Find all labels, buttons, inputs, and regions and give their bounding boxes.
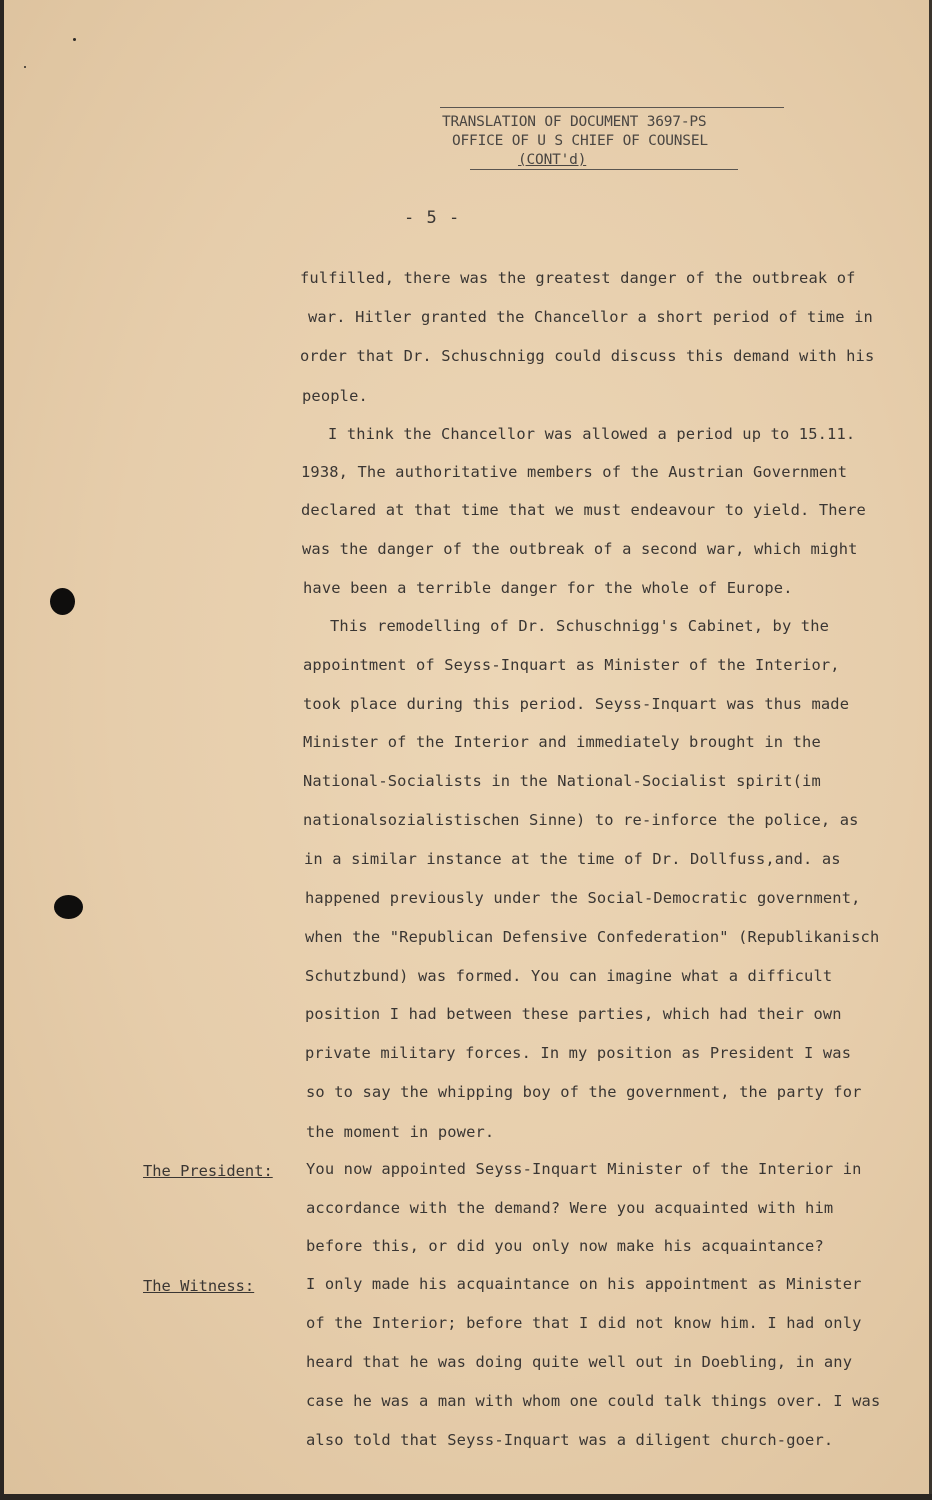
text-line: accordance with the demand? Were you acquainted with him <box>306 1199 834 1217</box>
text-line: so to say the whipping boy of the government, the party for <box>306 1083 862 1101</box>
text-line: order that Dr. Schuschnigg could discuss this demand with his <box>300 347 875 365</box>
text-line: have been a terrible danger for the whole of Europe. <box>303 579 793 597</box>
text-line: private military forces. In my position as President I was <box>305 1044 852 1062</box>
text-line: of the Interior; before that I did not know him. I had only <box>306 1314 862 1332</box>
text-line: fulfilled, there was the greatest danger of the outbreak of <box>300 269 856 287</box>
text-line: heard that he was doing quite well out in Doebling, in any <box>306 1353 853 1371</box>
text-line: position I had between these parties, which had their own <box>305 1005 842 1023</box>
page-number: - 5 - <box>404 208 461 228</box>
text-line: I only made his acquaintance on his appointment as Minister <box>306 1275 862 1293</box>
text-line: nationalsozialistischen Sinne) to re-inforce the police, as <box>303 811 859 829</box>
header-office: OFFICE OF U S CHIEF OF COUNSEL <box>452 133 708 149</box>
text-line: declared at that time that we must endeavour to yield. There <box>301 501 866 519</box>
header-rule-top <box>440 107 784 108</box>
text-line: I think the Chancellor was allowed a period up to 15.11. <box>328 425 856 443</box>
text-line: people. <box>302 387 368 405</box>
text-line: appointment of Seyss-Inquart as Minister of the Interior, <box>303 656 840 674</box>
punch-hole-upper <box>50 588 75 615</box>
text-line: 1938, The authoritative members of the Austrian Government <box>301 463 848 481</box>
speaker-label-president: The President: <box>143 1162 273 1180</box>
header-rule-bottom <box>470 169 738 170</box>
text-line: was the danger of the outbreak of a second war, which might <box>302 540 858 558</box>
header-title: TRANSLATION OF DOCUMENT 3697-PS <box>442 114 707 130</box>
text-line: in a similar instance at the time of Dr. Dollfuss,and. as <box>304 850 841 868</box>
text-line: when the "Republican Defensive Confederation" (Republikanisch <box>305 928 880 946</box>
text-line: case he was a man with whom one could talk things over. I was <box>306 1392 881 1410</box>
text-line: happened previously under the Social-Democratic government, <box>305 889 861 907</box>
text-line: This remodelling of Dr. Schuschnigg's Cabinet, by the <box>330 617 830 635</box>
text-line: National-Socialists in the National-Socialist spirit(im <box>303 772 821 790</box>
text-line: took place during this period. Seyss-Inquart was thus made <box>303 695 850 713</box>
header-continued: (CONT'd) <box>518 152 587 168</box>
text-line: Schutzbund) was formed. You can imagine what a difficult <box>305 967 833 985</box>
text-line: also told that Seyss-Inquart was a diligent church-goer. <box>306 1431 834 1449</box>
page-edge-left <box>0 0 4 1500</box>
text-line: the moment in power. <box>306 1123 495 1141</box>
punch-hole-lower <box>54 895 83 919</box>
page-edge-bottom <box>0 1494 932 1500</box>
ink-speck <box>73 38 76 41</box>
text-line: before this, or did you only now make his acquaintance? <box>306 1237 824 1255</box>
ink-speck <box>24 66 26 68</box>
text-line: You now appointed Seyss-Inquart Minister of the Interior in <box>306 1160 862 1178</box>
speaker-label-witness: The Witness: <box>143 1277 255 1295</box>
text-line: war. Hitler granted the Chancellor a short period of time in <box>308 308 873 326</box>
text-line: Minister of the Interior and immediately brought in the <box>303 733 821 751</box>
